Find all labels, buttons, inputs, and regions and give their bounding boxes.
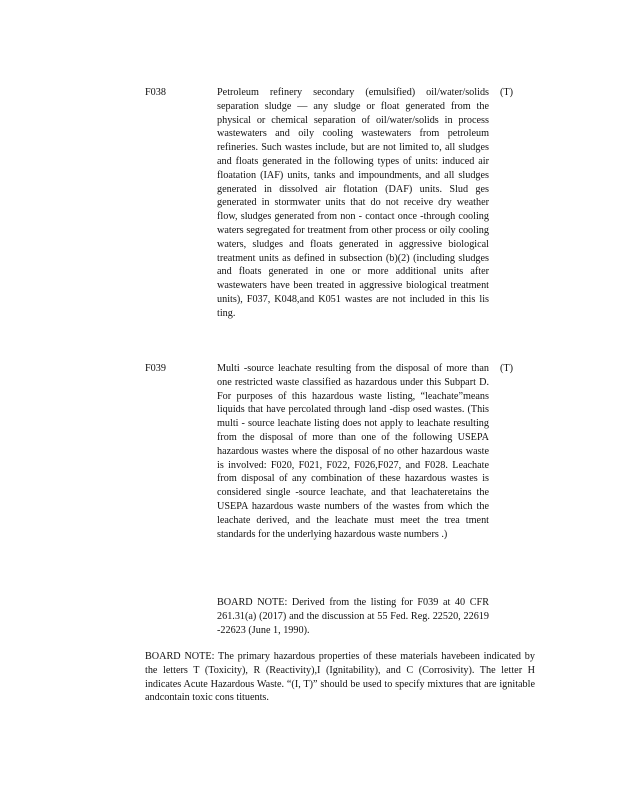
waste-code: F038	[145, 87, 166, 98]
table-board-note: BOARD NOTE: The primary hazardous properties of these materials havebeen indicated by the letters T (Toxicity), R (Reactivity),I (Ignitability), and C (Corrosivity). The letter H indicates Acute Hazardous Waste. “(I, T)” should be used to specify mixtures that are ignitable andcontain toxic cons tituents.	[145, 651, 535, 704]
waste-code: F039	[145, 363, 166, 374]
waste-description: Petroleum refinery secondary (emulsified) oil/water/solids separation sludge — any sludge or float generated from the physical or chemical separation of oil/water/solids in process wastewaters and oily cooling wastewaters from petroleum refineries. Such wastes include, but are not limited to, all sludges and floats generated in the following types of units: induced air floatation (IAF) units, tanks and impoundments, and all sludges generated in dissolved air flotation (DAF) units. Slud ges generated in stormwater units that do not receive dry weather flow, sludges generated from non - contact once -through cooling waters segregated for treatment from other process or oily cooling waters, sludges and floats generated in aggressive biological treatment units as defined in subsection (b)(2) (including sludges and floats generated in one or more additional units after wastewaters have been treated in aggressive biological treatment units), F037, K048,and K051 wastes are not included in this lis ting.	[217, 87, 489, 319]
hazard-code: (T)	[500, 87, 514, 98]
f039-board-note: BOARD NOTE: Derived from the listing for F039 at 40 CFR 261.31(a) (2017) and the discussion at 55 Fed. Reg. 22520, 22619 -22623 (June 1, 1990).	[217, 597, 489, 636]
waste-description: Multi -source leachate resulting from the disposal of more than one restricted waste classified as hazardous under this Subpart D. For purposes of this hazardous waste listing, “leachate”means liquids that have percolated through land -disp osed wastes. (This multi - source leachate listing does not apply to leachate resulting from the disposal of more than one of the following USEPA hazardous wastes where the disposal of no other hazardous waste is involved: F020, F021, F022, F026,F027, and F028. Leachate from disposal of any combination of these hazardous wastes is considered single -source leachate, and that leachateretains the USEPA hazardous waste numbers of the wastes from which the leachate derived, and the leachate must meet the trea tment standards for the underlying hazardous waste numbers .)	[217, 363, 489, 540]
hazard-code: (T)	[500, 363, 514, 374]
